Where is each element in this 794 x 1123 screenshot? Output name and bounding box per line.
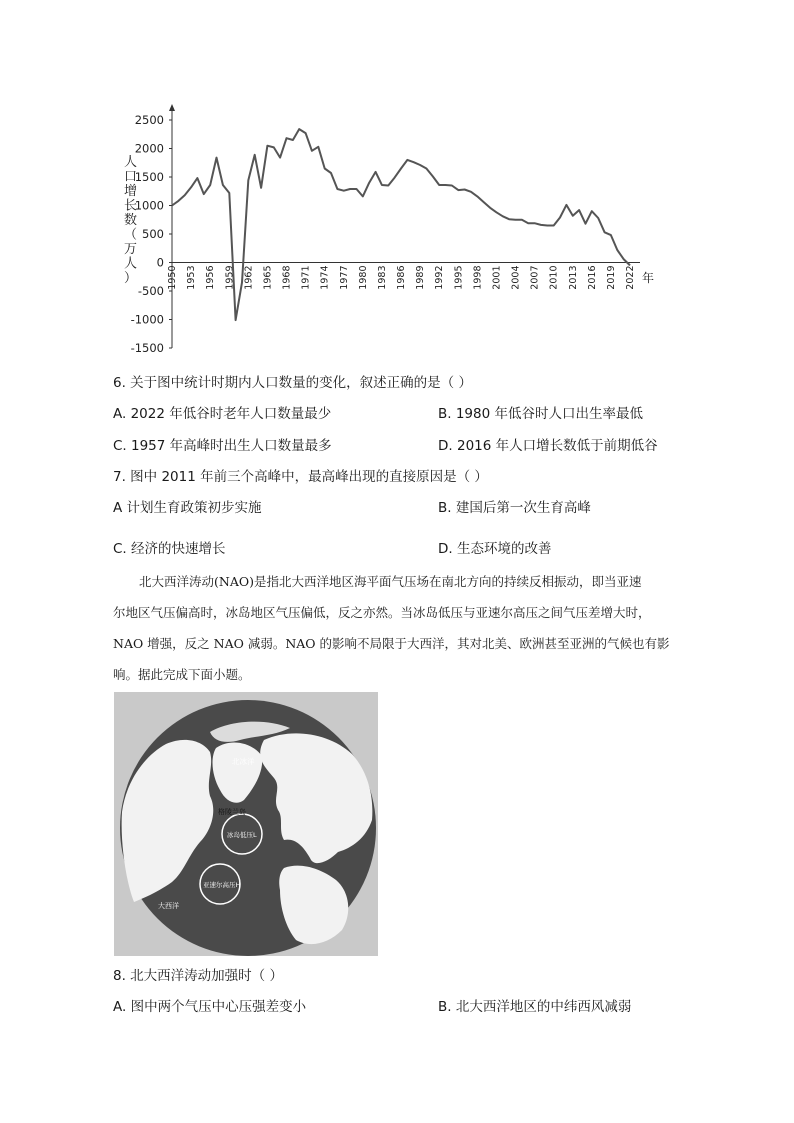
- x-tick-label: 1998: [472, 265, 484, 290]
- map-label-arctic: 北冰洋: [232, 757, 255, 766]
- x-tick-labels: [167, 266, 636, 290]
- question-6-option-c: C. 1957 年高峰时出生人口数量最多: [113, 438, 332, 454]
- question-8-option-b: B. 北大西洋地区的中纬西风减弱: [438, 999, 632, 1015]
- x-tick-label: 1971: [300, 265, 312, 290]
- question-7-option-b: B. 建国后第一次生育高峰: [438, 500, 591, 516]
- x-tick-label: 2022: [625, 265, 636, 290]
- y-tick-label: -500: [137, 284, 164, 298]
- population-growth-line: [172, 129, 630, 320]
- x-tick-label: 1974: [319, 265, 331, 290]
- question-8-option-a: A. 图中两个气压中心压强差变小: [113, 999, 307, 1015]
- question-6-option-d: D. 2016 年人口增长数低于前期低谷: [438, 438, 658, 454]
- y-tick-label: 2500: [134, 113, 164, 127]
- x-tick-label: 2007: [529, 265, 541, 290]
- y-label-char: 万: [124, 242, 138, 257]
- north-atlantic-map: [114, 692, 378, 956]
- question-8-stem: 8. 北大西洋涛动加强时（ ）: [113, 968, 283, 984]
- y-label-char: （: [124, 227, 138, 243]
- question-6-option-a: A. 2022 年低谷时老年人口数量最少: [113, 406, 332, 422]
- y-tick-label: -1000: [130, 312, 164, 327]
- x-axis-unit: 年: [642, 271, 655, 285]
- x-tick-label: 2013: [567, 265, 579, 290]
- y-tick-label: 2000: [134, 141, 164, 156]
- y-tick-label: 0: [156, 255, 164, 270]
- y-label-char: ）: [124, 271, 138, 286]
- y-tick-label: 1500: [134, 170, 164, 184]
- x-tick-label: 2019: [605, 265, 617, 290]
- y-tick-label: 500: [142, 227, 164, 241]
- x-tick-label: 2016: [586, 265, 598, 290]
- question-7-stem: 7. 图中 2011 年前三个高峰中，最高峰出现的直接原因是（ ）: [113, 469, 488, 485]
- passage-line: NAO 增强，反之 NAO 减弱。NAO 的影响不局限于大西洋，其对北美、欧洲甚至亚洲的气候也有影: [113, 636, 670, 651]
- x-tick-label: 1992: [434, 265, 446, 290]
- y-tick-label: 1000: [134, 198, 164, 213]
- question-7-option-d: D. 生态环境的改善: [438, 541, 552, 557]
- map-label-atlantic: 大西洋: [158, 902, 179, 910]
- passage-line: 尔地区气压偏高时，冰岛地区气压偏低，反之亦然。当冰岛低压与亚速尔高压之间气压差增大时，: [113, 605, 651, 620]
- x-tick-label: 1968: [281, 265, 293, 290]
- chart-axes: [169, 104, 640, 348]
- population-growth-chart: [120, 100, 660, 360]
- x-tick-label: 1995: [453, 265, 465, 290]
- question-7-option-a: A 计划生育政策初步实施: [113, 500, 262, 516]
- y-label-char: 增: [124, 184, 138, 199]
- nao-passage: [113, 566, 698, 690]
- y-axis-label: [124, 155, 137, 286]
- x-tick-label: 1989: [415, 265, 427, 290]
- passage-line: 响。据此完成下面小题。: [113, 667, 251, 682]
- question-6-option-b: B. 1980 年低谷时人口出生率最低: [438, 406, 643, 422]
- question-7-option-c: C. 经济的快速增长: [113, 541, 226, 557]
- chart-series: [172, 129, 630, 320]
- x-tick-label: 1983: [376, 265, 388, 290]
- x-tick-label: 1950: [167, 265, 178, 290]
- x-tick-label: 1986: [396, 265, 407, 290]
- y-label-char: 长: [124, 198, 138, 214]
- y-label-char: 数: [124, 213, 138, 228]
- passage-line: 北大西洋涛动(NAO)是指北大西洋地区海平面气压场在南北方向的持续反相振动，即当亚速: [139, 574, 642, 589]
- x-tick-label: 2010: [548, 265, 560, 290]
- y-label-char: 口: [124, 169, 138, 185]
- x-tick-label: 1965: [262, 265, 274, 290]
- x-tick-label: 1959: [224, 265, 236, 290]
- map-label-greenland: 格陵兰岛: [218, 808, 246, 816]
- x-tick-label: 2004: [510, 265, 522, 290]
- map-label-iceland-low: 冰岛低压L: [227, 831, 257, 839]
- y-label-char: 人: [124, 256, 138, 272]
- x-tick-label: 1953: [186, 265, 198, 290]
- x-tick-label: 1977: [338, 265, 350, 290]
- map-label-azores-high: 亚速尔高压H: [203, 881, 241, 889]
- question-6-stem: 6. 关于图中统计时期内人口数量的变化，叙述正确的是（ ）: [113, 375, 472, 391]
- y-tick-label: -1500: [130, 341, 164, 355]
- x-tick-label: 1962: [243, 265, 255, 290]
- y-axis-arrow: [169, 104, 175, 111]
- x-tick-label: 2001: [491, 265, 503, 290]
- y-label-char: 人: [124, 155, 138, 170]
- x-tick-label: 1956: [205, 265, 217, 290]
- x-tick-label: 1980: [357, 265, 369, 290]
